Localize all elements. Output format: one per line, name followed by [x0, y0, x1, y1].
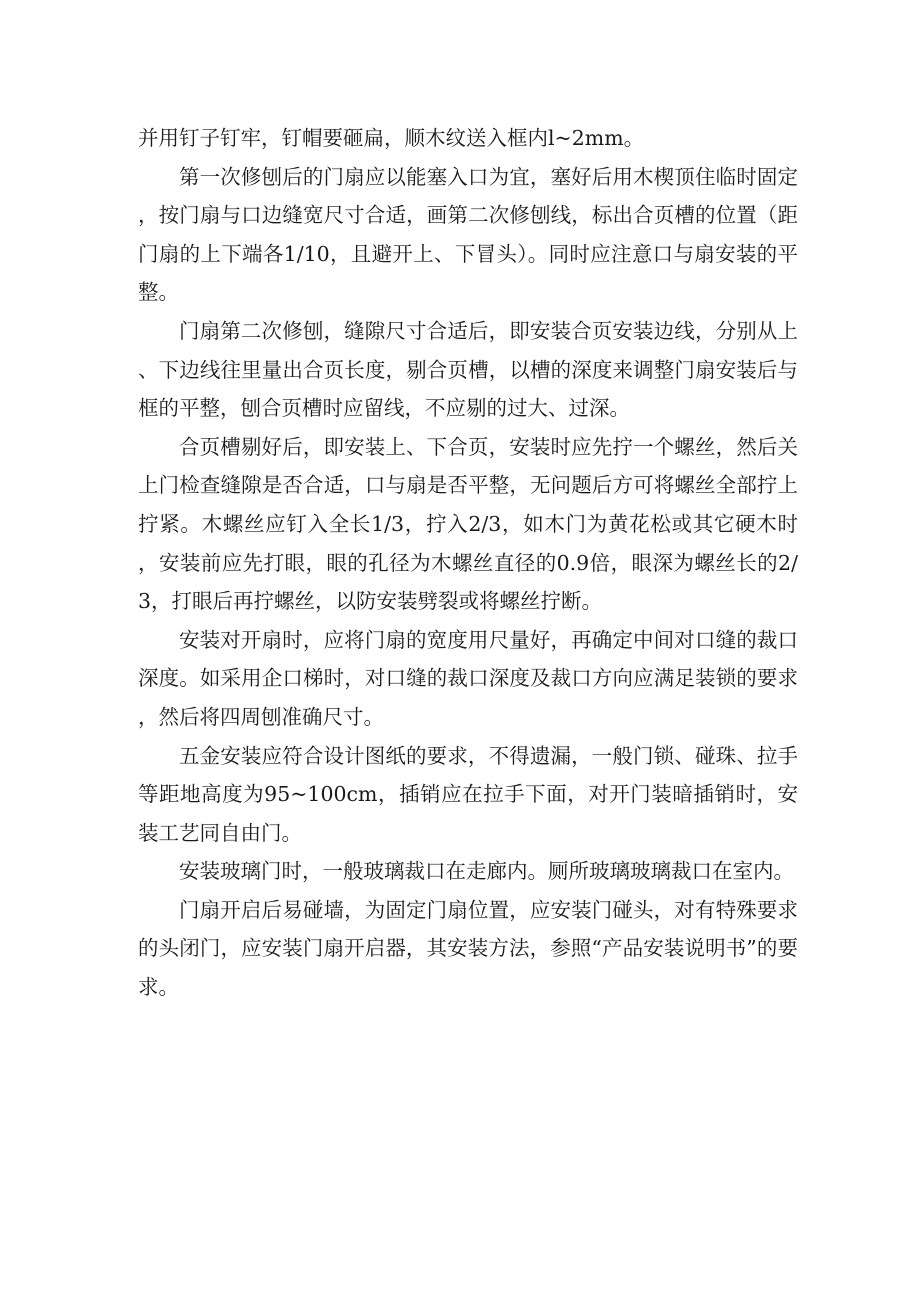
paragraph-glass-door: 安装玻璃门时，一般玻璃裁口在走廊内。厕所玻璃玻璃裁口在室内。	[179, 859, 794, 884]
paragraph-continuation: 并用钉子钉牢，钉帽要砸扁，顺木纹送入框内l~2mm。	[138, 126, 645, 150]
document-body	[138, 119, 798, 1007]
paragraph-hardware: 五金安装应符合设计图纸的要求，不得遗漏，一般门锁、碰珠、拉手等距地高度为95~100cm，插销应在拉手下面，对开门装暗插销时，安装工艺同自由门。	[138, 743, 798, 845]
paragraph-second-planing: 门扇第二次修刨，缝隙尺寸合适后，即安装合页安装边线，分别从上、下边线往里量出合页长度，剔合页槽，以槽的深度来调整门扇安装后与框的平整，刨合页槽时应留线，不应剔的过大、过深。	[138, 318, 798, 421]
paragraph-door-stop: 门扇开启后易碰墙，为固定门扇位置，应安装门碰头，对有特殊要求的头闭门，应安装门扇开启器，其安装方法，参照“产品安装说明书”的要求。	[138, 897, 798, 1000]
paragraph-double-door: 安装对开扇时，应将门扇的宽度用尺量好，再确定中间对口缝的裁口深度。如采用企口梯时，对口缝的裁口深度及裁口方向应满足装锁的要求，然后将四周刨准确尺寸。	[138, 627, 798, 729]
paragraph-first-planing: 第一次修刨后的门扇应以能塞入口为宜，塞好后用木楔顶住临时固定，按门扇与口边缝宽尺寸合适，画第二次修刨线，标出合页槽的位置（距门扇的上下端各1/10，且避开上、下冒头）。同时应注意口与扇安装的平整。	[138, 164, 798, 305]
paragraph-hinge-install: 合页槽剔好后，即安装上、下合页，安装时应先拧一个螺丝，然后关上门检查缝隙是否合适，口与扇是否平整，无问题后方可将螺丝全部拧上拧紧。木螺丝应钉入全长1/3，拧入2/3，如木门为黄花松或其它硬木时，安装前应先打眼，眼的孔径为木螺丝直径的0.9倍，眼深为螺丝长的2/3，打眼后再拧螺丝，以防安装劈裂或将螺丝拧断。	[138, 434, 798, 614]
